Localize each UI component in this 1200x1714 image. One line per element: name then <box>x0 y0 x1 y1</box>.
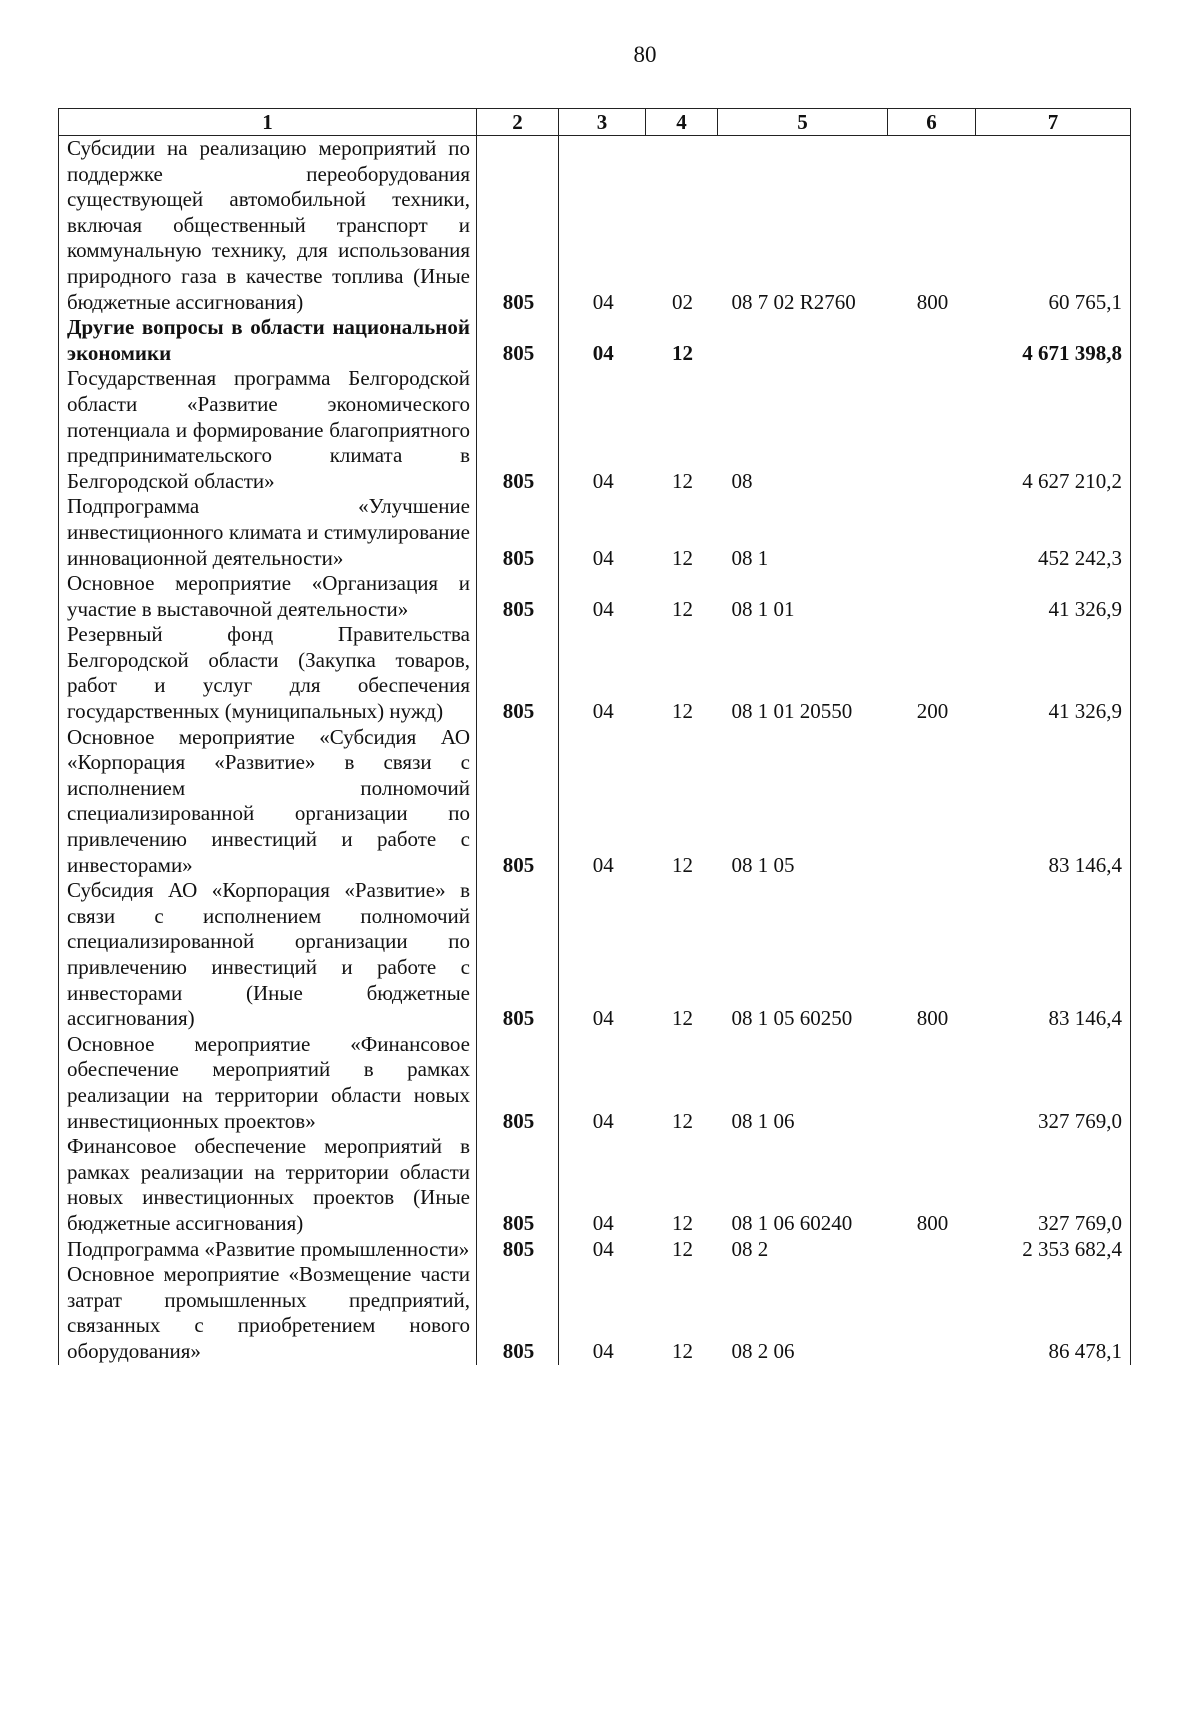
row-section: 04 <box>559 725 646 879</box>
row-expense-type <box>888 1262 976 1364</box>
row-expense-type <box>888 725 976 879</box>
row-section: 04 <box>559 494 646 571</box>
row-target-article: 08 1 <box>731 545 769 570</box>
row-subsection: 12 <box>672 340 693 365</box>
row-target-article: 08 2 <box>731 1236 769 1261</box>
row-section: 04 <box>559 878 646 1032</box>
column-header-7: 7 <box>976 109 1131 136</box>
budget-table <box>58 108 1131 1365</box>
table-header-row <box>59 109 1131 136</box>
table-body <box>59 136 1131 1365</box>
column-header-5: 5 <box>718 109 888 136</box>
row-subsection: 12 <box>672 596 693 621</box>
row-expense-type: 800 <box>916 289 949 314</box>
row-subsection: 02 <box>672 289 693 314</box>
row-section: 04 <box>559 1032 646 1134</box>
row-expense-type <box>888 315 976 366</box>
row-description: Субсидии на реализацию мероприятий по поддержке переоборудования существующей автомобильной техники, включая общественный транспорт и коммунальную технику, для использования природного газа в качестве топлива (Иные бюджетные ассигнования) <box>59 136 477 316</box>
row-section: 04 <box>559 1237 646 1263</box>
table-row <box>59 315 1131 366</box>
row-amount: 86 478,1 <box>976 1262 1131 1364</box>
row-description: Основное мероприятие «Финансовое обеспечение мероприятий в рамках реализации на территории области новых инвестиционных проектов» <box>59 1032 477 1134</box>
row-description: Подпрограмма «Улучшение инвестиционного климата и стимулирование инновационной деятельности» <box>59 494 477 571</box>
row-amount: 41 326,9 <box>976 571 1131 622</box>
row-target-article: 08 1 01 <box>731 596 795 621</box>
row-amount: 327 769,0 <box>976 1032 1131 1134</box>
table-row <box>59 494 1131 571</box>
row-description: Финансовое обеспечение мероприятий в рамках реализации на территории области новых инвестиционных проектов (Иные бюджетные ассигнования) <box>59 1134 477 1236</box>
row-admin-code: 805 <box>477 1134 559 1236</box>
table-row <box>59 622 1131 724</box>
row-admin-code: 805 <box>477 494 559 571</box>
row-admin-code: 805 <box>477 622 559 724</box>
row-amount: 4 627 210,2 <box>976 366 1131 494</box>
table-row <box>59 1237 1131 1263</box>
row-description: Основное мероприятие «Организация и участие в выставочной деятельности» <box>59 571 477 622</box>
row-section: 04 <box>559 1134 646 1236</box>
row-amount: 327 769,0 <box>976 1134 1131 1236</box>
row-description: Подпрограмма «Развитие промышленности» <box>59 1237 477 1263</box>
row-description: Резервный фонд Правительства Белгородской области (Закупка товаров, работ и услуг для обеспечения государственных (муниципальных) нужд) <box>59 622 477 724</box>
row-amount: 83 146,4 <box>976 725 1131 879</box>
row-subsection: 12 <box>672 545 693 570</box>
row-amount: 41 326,9 <box>976 622 1131 724</box>
row-admin-code: 805 <box>477 1032 559 1134</box>
row-subsection: 12 <box>672 852 693 877</box>
column-header-1: 1 <box>59 109 477 136</box>
column-header-3: 3 <box>559 109 646 136</box>
row-section: 04 <box>559 136 646 316</box>
row-description: Основное мероприятие «Субсидия АО «Корпорация «Развитие» в связи с исполнением полномочий специализированной организации по привлечению инвестиций и работе с инвесторами» <box>59 725 477 879</box>
table-row <box>59 1032 1131 1134</box>
row-admin-code: 805 <box>477 315 559 366</box>
row-target-article: 08 <box>731 468 753 493</box>
row-target-article: 08 7 02 R2760 <box>731 289 856 314</box>
row-expense-type: 200 <box>916 699 949 724</box>
row-admin-code: 805 <box>477 1237 559 1263</box>
row-target-article <box>718 315 888 366</box>
row-subsection: 12 <box>672 1210 693 1235</box>
row-subsection: 12 <box>672 1108 693 1133</box>
row-description: Субсидия АО «Корпорация «Развитие» в связи с исполнением полномочий специализированной организации по привлечению инвестиций и работе с инвесторами (Иные бюджетные ассигнования) <box>59 878 477 1032</box>
row-amount: 2 353 682,4 <box>976 1237 1131 1263</box>
row-subsection: 12 <box>672 468 693 493</box>
row-amount: 83 146,4 <box>976 878 1131 1032</box>
row-description: Основное мероприятие «Возмещение части затрат промышленных предприятий, связанных с приобретением нового оборудования» <box>59 1262 477 1364</box>
row-description: Другие вопросы в области национальной экономики <box>59 315 477 366</box>
row-section: 04 <box>559 622 646 724</box>
table-row <box>59 136 1131 316</box>
table-row <box>59 1134 1131 1236</box>
table-row <box>59 571 1131 622</box>
table-row <box>59 878 1131 1032</box>
row-section: 04 <box>559 366 646 494</box>
column-header-2: 2 <box>477 109 559 136</box>
row-amount: 60 765,1 <box>976 136 1131 316</box>
row-expense-type <box>888 366 976 494</box>
column-header-6: 6 <box>888 109 976 136</box>
row-amount: 452 242,3 <box>976 494 1131 571</box>
row-subsection: 12 <box>672 1236 693 1261</box>
row-expense-type <box>888 1032 976 1134</box>
row-expense-type <box>888 494 976 571</box>
row-target-article: 08 1 06 60240 <box>731 1210 853 1235</box>
row-section: 04 <box>559 571 646 622</box>
row-target-article: 08 1 01 20550 <box>731 699 853 724</box>
row-amount: 4 671 398,8 <box>976 315 1131 366</box>
row-section: 04 <box>559 315 646 366</box>
row-expense-type <box>888 1237 976 1263</box>
row-target-article: 08 1 06 <box>731 1108 795 1133</box>
row-subsection: 12 <box>672 1006 693 1031</box>
row-admin-code: 805 <box>477 1262 559 1364</box>
row-subsection: 12 <box>672 1338 693 1363</box>
row-expense-type <box>888 571 976 622</box>
row-subsection: 12 <box>672 699 693 724</box>
row-admin-code: 805 <box>477 571 559 622</box>
row-section: 04 <box>559 1262 646 1364</box>
row-target-article: 08 2 06 <box>731 1338 795 1363</box>
table-row <box>59 366 1131 494</box>
table-row <box>59 1262 1131 1364</box>
table-row <box>59 725 1131 879</box>
row-description: Государственная программа Белгородской области «Развитие экономического потенциала и формирование благоприятного предпринимательского климата в Белгородской области» <box>59 366 477 494</box>
row-admin-code: 805 <box>477 725 559 879</box>
row-expense-type: 800 <box>916 1006 949 1031</box>
row-admin-code: 805 <box>477 136 559 316</box>
page-number: 80 <box>633 42 657 67</box>
row-target-article: 08 1 05 <box>731 852 795 877</box>
column-header-4: 4 <box>646 109 718 136</box>
row-admin-code: 805 <box>477 366 559 494</box>
row-expense-type: 800 <box>916 1210 949 1235</box>
row-admin-code: 805 <box>477 878 559 1032</box>
row-target-article: 08 1 05 60250 <box>731 1006 853 1031</box>
